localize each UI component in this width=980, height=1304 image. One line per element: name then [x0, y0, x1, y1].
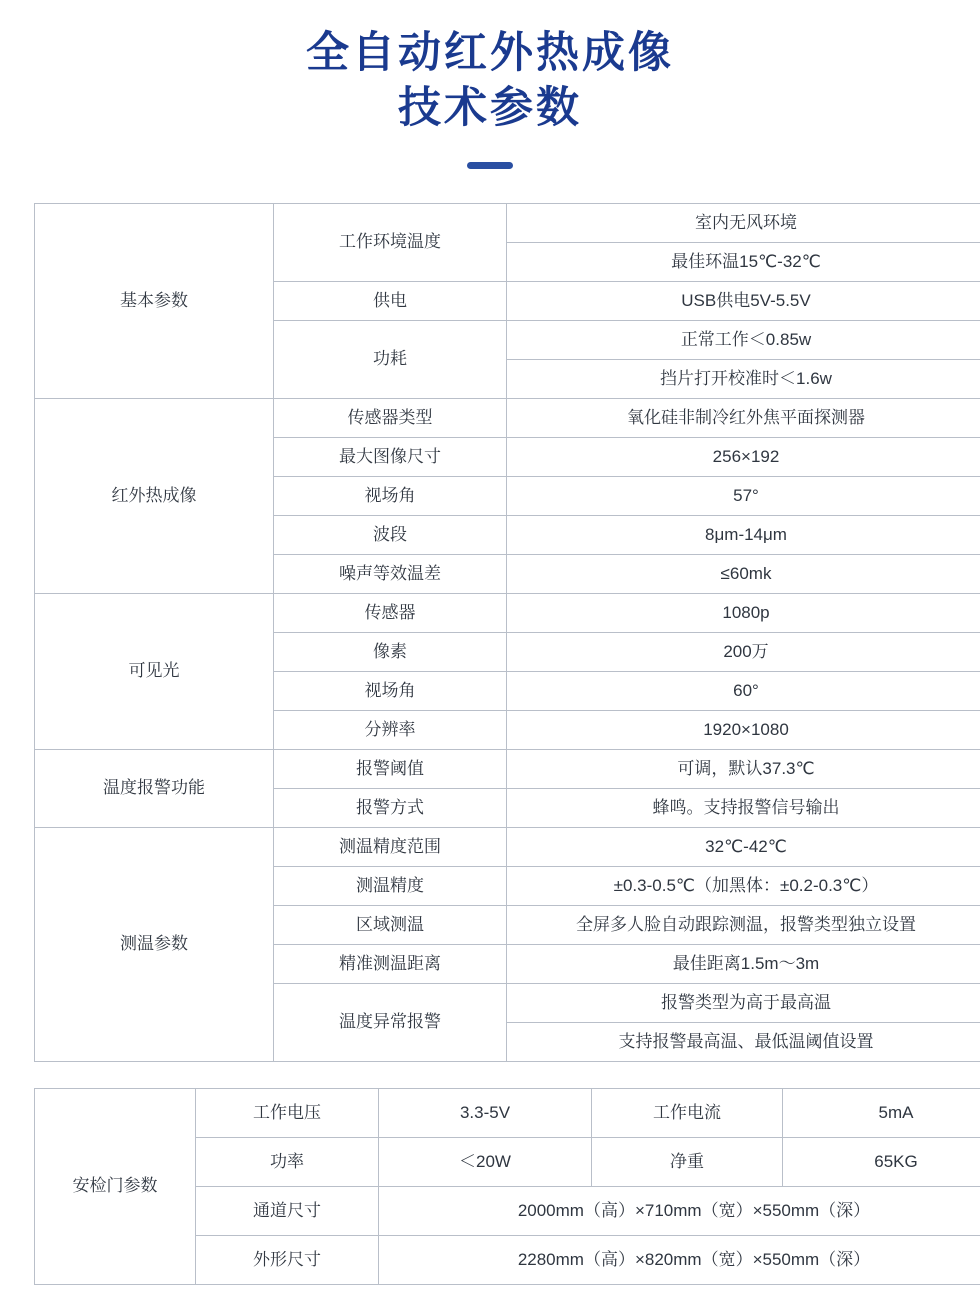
param-cell: 外形尺寸: [196, 1236, 379, 1285]
param-cell: 报警阈值: [274, 750, 507, 789]
group-cell: 红外热成像: [35, 399, 274, 594]
value-cell: 正常工作＜0.85w: [507, 321, 980, 360]
param-cell: 像素: [274, 633, 507, 672]
table-row: [35, 750, 980, 789]
param-cell: 通道尺寸: [196, 1187, 379, 1236]
table-row: [35, 1089, 980, 1138]
group-cell: 可见光: [35, 594, 274, 750]
door-spec-table-wrapper: [34, 1088, 946, 1285]
value-cell: 1080p: [507, 594, 980, 633]
param-cell: 视场角: [274, 672, 507, 711]
value-cell: USB供电5V-5.5V: [507, 282, 980, 321]
page-title: [0, 0, 980, 169]
group-cell: 基本参数: [35, 204, 274, 399]
value-cell: 蜂鸣。支持报警信号输出: [507, 789, 980, 828]
value-cell: 57°: [507, 477, 980, 516]
param-cell: 工作电流: [592, 1089, 783, 1138]
title-line-1: 全自动红外热成像: [306, 29, 674, 77]
group-cell: 温度报警功能: [35, 750, 274, 828]
value-cell: 最佳环温15℃-32℃: [507, 243, 980, 282]
value-cell: ±0.3-0.5℃（加黑体：±0.2-0.3℃）: [507, 867, 980, 906]
param-cell: 工作环境温度: [274, 204, 507, 282]
value-cell: 60°: [507, 672, 980, 711]
param-cell: 传感器类型: [274, 399, 507, 438]
main-spec-table: [34, 203, 980, 1062]
value-cell: 全屏多人脸自动跟踪测温，报警类型独立设置: [507, 906, 980, 945]
value-cell: 200万: [507, 633, 980, 672]
value-cell: 氧化硅非制冷红外焦平面探测器: [507, 399, 980, 438]
table-row: [35, 828, 980, 867]
table-row: [35, 204, 980, 243]
value-cell: ≤60mk: [507, 555, 980, 594]
main-spec-table-wrapper: [34, 203, 946, 1062]
group-cell: 测温参数: [35, 828, 274, 1062]
value-cell: 2280mm（高）×820mm（宽）×550mm（深）: [379, 1236, 980, 1285]
title-underline-decoration: [467, 162, 513, 169]
value-cell: 32℃-42℃: [507, 828, 980, 867]
value-cell: 2000mm（高）×710mm（宽）×550mm（深）: [379, 1187, 980, 1236]
param-cell: 净重: [592, 1138, 783, 1187]
value-cell: 可调，默认37.3℃: [507, 750, 980, 789]
value-cell: 5mA: [783, 1089, 980, 1138]
param-cell: 报警方式: [274, 789, 507, 828]
value-cell: 挡片打开校准时＜1.6w: [507, 360, 980, 399]
param-cell: 精准测温距离: [274, 945, 507, 984]
value-cell: 256×192: [507, 438, 980, 477]
param-cell: 温度异常报警: [274, 984, 507, 1062]
value-cell: 8μm-14μm: [507, 516, 980, 555]
value-cell: 报警类型为高于最高温: [507, 984, 980, 1023]
value-cell: 最佳距离1.5m～3m: [507, 945, 980, 984]
param-cell: 噪声等效温差: [274, 555, 507, 594]
param-cell: 区域测温: [274, 906, 507, 945]
group-cell: 安检门参数: [35, 1089, 196, 1285]
value-cell: 65KG: [783, 1138, 980, 1187]
param-cell: 工作电压: [196, 1089, 379, 1138]
door-spec-table: [34, 1088, 980, 1285]
value-cell: 3.3-5V: [379, 1089, 592, 1138]
param-cell: 测温精度: [274, 867, 507, 906]
param-cell: 功耗: [274, 321, 507, 399]
param-cell: 视场角: [274, 477, 507, 516]
table-row: [35, 594, 980, 633]
param-cell: 测温精度范围: [274, 828, 507, 867]
param-cell: 供电: [274, 282, 507, 321]
value-cell: 支持报警最高温、最低温阈值设置: [507, 1023, 980, 1062]
param-cell: 分辨率: [274, 711, 507, 750]
table-row: [35, 399, 980, 438]
param-cell: 传感器: [274, 594, 507, 633]
value-cell: 室内无风环境: [507, 204, 980, 243]
value-cell: ＜20W: [379, 1138, 592, 1187]
param-cell: 波段: [274, 516, 507, 555]
param-cell: 最大图像尺寸: [274, 438, 507, 477]
param-cell: 功率: [196, 1138, 379, 1187]
title-line-2: 技术参数: [398, 84, 582, 133]
value-cell: 1920×1080: [507, 711, 980, 750]
